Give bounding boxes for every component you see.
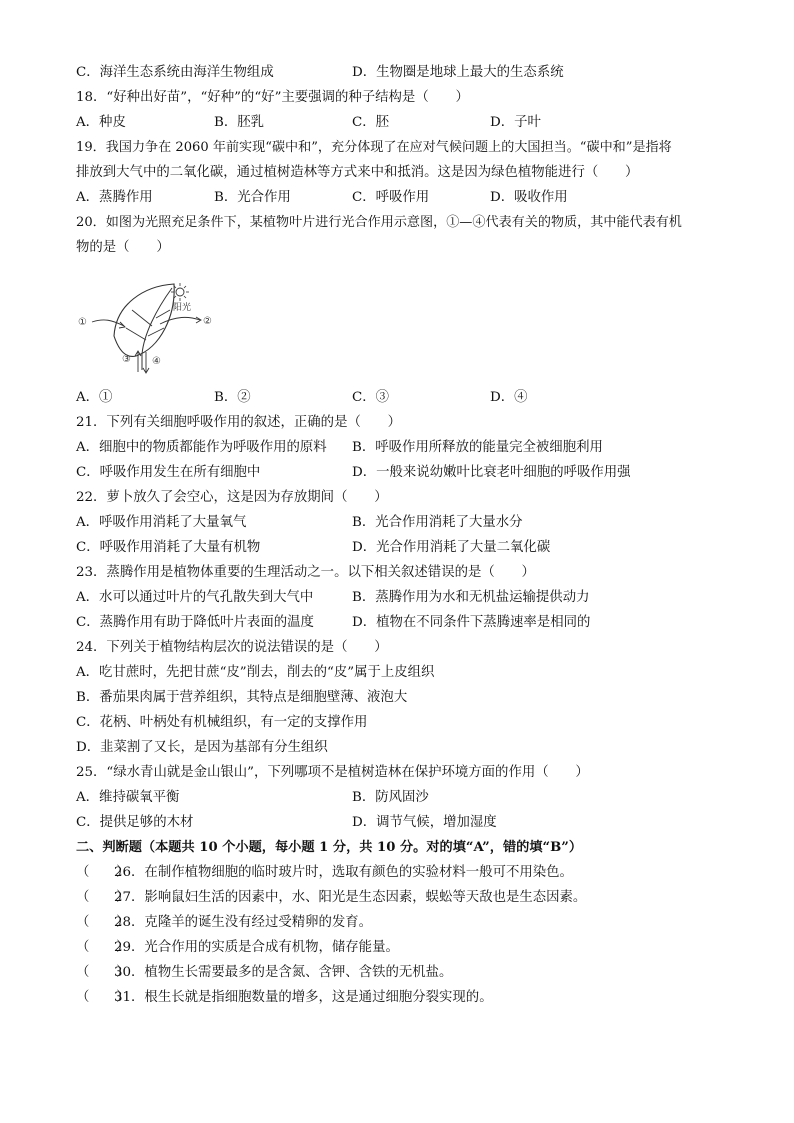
- q23-option-b: B．蒸腾作用为水和无机盐运输提供动力: [352, 590, 590, 605]
- q19-option-c: C．呼吸作用: [352, 190, 430, 205]
- q19-option-b: B．光合作用: [214, 190, 291, 205]
- q23-option-c: C．蒸腾作用有助于降低叶片表面的温度: [76, 615, 314, 630]
- q23-option-d: D．植物在不同条件下蒸腾速率是相同的: [352, 615, 591, 630]
- q20-option-c: C．③: [352, 390, 390, 405]
- q17-option-c: C．海洋生态系统由海洋生物组成: [76, 65, 274, 80]
- q24-option-d: D．韭菜割了又长，是因为基部有分生组织: [76, 740, 328, 755]
- q25-option-d: D．调节气候，增加湿度: [352, 815, 497, 830]
- q21-option-d: D．一般来说幼嫩叶比衰老叶细胞的呼吸作用强: [352, 465, 631, 480]
- answer-blank[interactable]: （ ）: [76, 965, 130, 980]
- q25-stem: 25．“绿水青山就是金山银山”，下列哪项不是植树造林在保护环境方面的作用（ ）: [76, 765, 589, 780]
- q23-option-a: A．水可以通过叶片的气孔散失到大气中: [76, 590, 314, 605]
- q19-stem-line2: 排放到大气中的二氧化碳，通过植树造林等方式来中和抵消。这是因为绿色植物能进行（ ）: [76, 165, 639, 180]
- q22-option-d: D．光合作用消耗了大量二氧化碳: [352, 540, 551, 555]
- q23-stem: 23．蒸腾作用是植物体重要的生理活动之一。以下相关叙述错误的是（ ）: [76, 565, 535, 580]
- judge-text: 28．克隆羊的诞生没有经过受精卵的发育。: [114, 915, 373, 930]
- judge-item: [76, 989, 493, 1007]
- q20-stem-line2: 物的是（ ）: [76, 240, 170, 255]
- q24-option-b: B．番茄果肉属于营养组织，其特点是细胞壁薄、液泡大: [76, 690, 408, 705]
- q18-option-b: B．胚乳: [214, 115, 265, 130]
- section-2-title: 二、判断题（本题共 10 个小题，每小题 1 分，共 10 分。对的填“A”，错的填“B”）: [76, 840, 583, 855]
- q24-option-a: A．吃甘蔗时，先把甘蔗“皮”削去，削去的“皮”属于上皮组织: [76, 665, 435, 680]
- q25-option-a: A．维持碳氧平衡: [76, 790, 180, 805]
- label-3: ③: [122, 354, 131, 365]
- judge-text: 31．根生长就是指细胞数量的增多，这是通过细胞分裂实现的。: [114, 990, 493, 1005]
- answer-blank[interactable]: （ ）: [76, 940, 130, 955]
- q22-option-c: C．呼吸作用消耗了大量有机物: [76, 540, 261, 555]
- q19-option-d: D．吸收作用: [490, 190, 568, 205]
- q18-stem: 18．“好种出好苗”，“好种”的“好”主要强调的种子结构是（ ）: [76, 90, 469, 105]
- q19-option-a: A．蒸腾作用: [76, 190, 153, 205]
- judge-text: 30．植物生长需要最多的是含氮、含钾、含铁的无机盐。: [114, 965, 453, 980]
- judge-item: [76, 914, 372, 932]
- q18-option-a: A．种皮: [76, 115, 126, 130]
- label-1: ①: [78, 317, 87, 328]
- judge-item: [76, 864, 573, 882]
- arrow-1: [92, 320, 124, 326]
- answer-blank[interactable]: （ ）: [76, 890, 130, 905]
- q24-stem: 24．下列关于植物结构层次的说法错误的是（ ）: [76, 640, 388, 655]
- q19-stem-line1: 19．我国力争在 2060 年前实现“碳中和”，充分体现了在应对气候问题上的大国担当。“碳中和”是指将: [76, 140, 672, 155]
- q22-stem: 22．萝卜放久了会空心，这是因为存放期间（ ）: [76, 490, 388, 505]
- judge-item: [76, 939, 399, 957]
- judge-text: 26．在制作植物细胞的临时玻片时，选取有颜色的实验材料一般可不用染色。: [114, 865, 573, 880]
- q22-option-b: B．光合作用消耗了大量水分: [352, 515, 523, 530]
- label-4: ④: [152, 356, 161, 367]
- judge-text: 27．影响鼠妇生活的因素中，水、阳光是生态因素，蜈蚣等天敌也是生态因素。: [114, 890, 587, 905]
- answer-blank[interactable]: （ ）: [76, 915, 130, 930]
- leaf-photosynthesis-figure: [76, 276, 226, 376]
- q18-option-c: C．胚: [352, 115, 390, 130]
- arrow-2: [160, 317, 200, 324]
- sun-label: 阳光: [173, 303, 192, 313]
- q20-option-b: B．②: [214, 390, 251, 405]
- q18-option-d: D．子叶: [490, 115, 541, 130]
- q20-option-a: A．①: [76, 390, 113, 405]
- q20-option-d: D．④: [490, 390, 528, 405]
- q17-option-d: D．生物圈是地球上最大的生态系统: [352, 65, 564, 80]
- q24-option-c: C．花柄、叶柄处有机械组织，有一定的支撑作用: [76, 715, 368, 730]
- q22-option-a: A．呼吸作用消耗了大量氧气: [76, 515, 247, 530]
- q21-option-a: A．细胞中的物质都能作为呼吸作用的原料: [76, 440, 327, 455]
- q21-option-b: B．呼吸作用所释放的能量完全被细胞利用: [352, 440, 603, 455]
- q20-stem-line1: 20．如图为光照充足条件下，某植物叶片进行光合作用示意图，①—④代表有关的物质，其中能代表有机: [76, 215, 682, 230]
- leaf-diagram: [76, 276, 226, 376]
- answer-blank[interactable]: （ ）: [76, 990, 130, 1005]
- judge-text: 29．光合作用的实质是合成有机物，储存能量。: [114, 940, 399, 955]
- q25-option-c: C．提供足够的木材: [76, 815, 194, 830]
- label-2: ②: [203, 316, 212, 327]
- answer-blank[interactable]: （ ）: [76, 865, 130, 880]
- q25-option-b: B．防风固沙: [352, 790, 429, 805]
- q21-stem: 21．下列有关细胞呼吸作用的叙述，正确的是（ ）: [76, 415, 402, 430]
- judge-item: [76, 964, 452, 982]
- q21-option-c: C．呼吸作用发生在所有细胞中: [76, 465, 261, 480]
- judge-item: [76, 889, 586, 907]
